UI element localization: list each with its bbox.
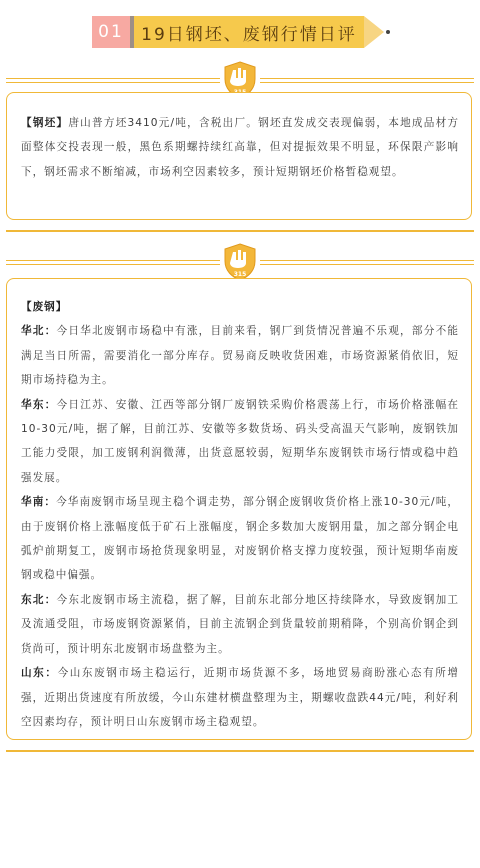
region-text: 今华南废钢市场呈现主稳个调走势，部分钢企废钢收货价格上涨10-30元/吨，由于废钢价格上涨幅度低于矿石上涨幅度，钢企多数加大废钢用量，加之部分钢企电弧炉前期复工，废钢市场抢货现象明显，对废钢价格支撑力度较强，预计短期华南废钢或稳中偏强。 [21, 496, 459, 582]
region-text: 今东北废钢市场主流稳，据了解，目前东北部分地区持续降水，导致废钢加工及流通受阻，市场废钢资源紧俏，目前主流钢企到货量较前期稍降，个别高价钢企到货尚可，预计明东北废钢市场盘整为主。 [21, 593, 460, 655]
divider-middle [6, 242, 474, 282]
region-northeast [21, 588, 459, 661]
scrap-card [6, 278, 472, 740]
section-number: 01 [92, 16, 130, 48]
shield-badge-icon [220, 242, 260, 282]
billet-text: 唐山普方坯3410元/吨，含税出厂。钢坯直发成交表现偏弱，本地成品材方面整体交投表现一般，黑色系期螺持续红高靠，但对提振效果不明显，环保限产影响下，钢坯需求不断缩减，市场利空因素较多，预计短期钢坯价格暂稳观望。 [21, 117, 460, 178]
region-north [21, 319, 459, 392]
title-arrow-tip [364, 16, 384, 48]
billet-label: 【钢坯】 [21, 117, 69, 129]
region-text: 今山东废钢市场主稳运行，近期市场货源不多，场地贸易商盼涨心态有所增强，近期出货速度有所放缓，今山东建材横盘整理为主，期螺收盘跌44元/吨，利好利空因素均存，预计明日山东废钢市场主稳观望。 [21, 667, 460, 728]
region-text: 今日华北废钢市场稳中有涨，目前来看，钢厂到货情况普遍不乐观，部分不能满足当日所需，需要消化一部分库存。贸易商反映收货困难，市场资源紧俏依旧，短期市场持稳为主。 [21, 325, 460, 387]
region-name: 华南： [21, 496, 57, 509]
svg-text:315: 315 [233, 271, 247, 278]
scrap-heading: 【废钢】 [21, 301, 68, 313]
section-header [92, 16, 392, 48]
region-name: 华北： [21, 325, 57, 338]
region-south [21, 490, 459, 588]
region-name: 东北： [21, 593, 57, 606]
bottom-line [6, 750, 474, 752]
billet-card [6, 92, 472, 220]
title-dot [386, 30, 390, 34]
region-text: 今日江苏、安徽、江西等部分钢厂废钢铁采购价格震荡上行，市场价格涨幅在10-30元/吨，据了解，目前江苏、安徽等多数货场、码头受高温天气影响，废钢铁加工能力受限，加工废钢利润微薄，出货意愿较弱，短期华东废钢铁市场行情或稳中趋强发展。 [21, 398, 460, 484]
region-east [21, 393, 459, 491]
region-shandong [21, 661, 459, 734]
separator-line [6, 230, 474, 232]
region-name: 华东： [21, 398, 57, 411]
region-name: 山东： [21, 667, 58, 680]
section-title: 19日钢坯、废钢行情日评 [134, 16, 364, 48]
billet-paragraph [21, 111, 459, 184]
